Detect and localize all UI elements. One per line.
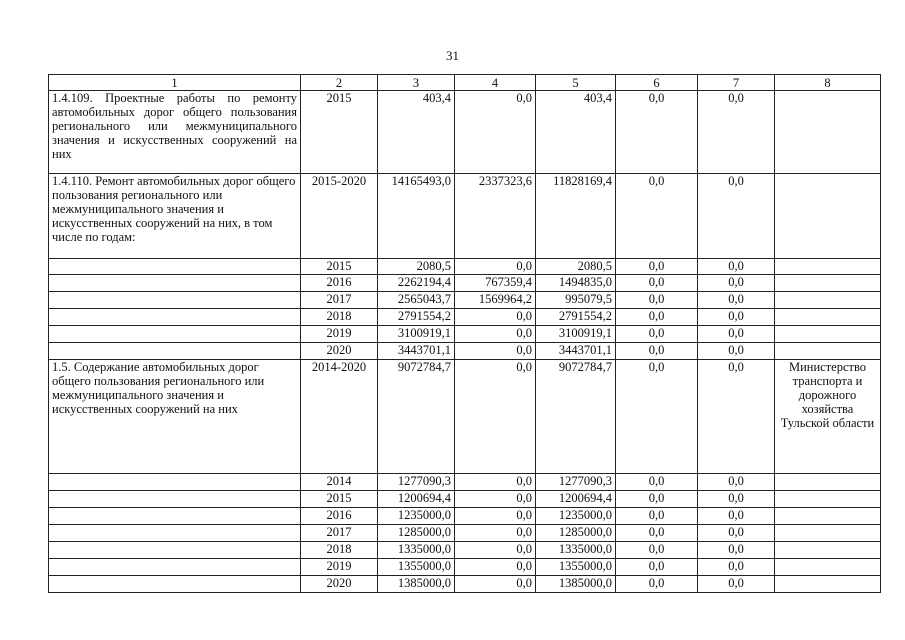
table-cell-col6: 0,0 [616, 474, 698, 491]
table-cell-col7: 0,0 [698, 559, 775, 576]
table-cell-col6: 0,0 [616, 343, 698, 360]
table-row [49, 559, 881, 576]
table-cell-col2: 2019 [301, 326, 378, 343]
table-cell-col2: 2014 [301, 474, 378, 491]
table-cell-col5: 1285000,0 [536, 525, 616, 542]
table-cell-col4: 0,0 [455, 343, 536, 360]
table-cell-col7: 0,0 [698, 275, 775, 292]
table-cell-col6: 0,0 [616, 508, 698, 525]
table-cell-col5: 1335000,0 [536, 542, 616, 559]
table-cell-col6: 0,0 [616, 292, 698, 309]
table-cell-col6: 0,0 [616, 174, 698, 259]
table-cell-col3: 2565043,7 [378, 292, 455, 309]
table-cell-col1 [49, 474, 301, 491]
table-row [49, 491, 881, 508]
table-cell-col7: 0,0 [698, 542, 775, 559]
table-cell-col6: 0,0 [616, 576, 698, 593]
table-cell-col2: 2015 [301, 91, 378, 174]
table-cell-col6: 0,0 [616, 275, 698, 292]
table-cell-col4: 0,0 [455, 576, 536, 593]
table-cell-col1 [49, 309, 301, 326]
column-header: 1 [49, 75, 301, 91]
page-number: 31 [446, 48, 459, 63]
table-cell-col1 [49, 292, 301, 309]
table-cell-col6: 0,0 [616, 559, 698, 576]
table-cell-col1 [49, 559, 301, 576]
table-cell-col3: 1385000,0 [378, 576, 455, 593]
table-cell-col7: 0,0 [698, 576, 775, 593]
table-cell-col7: 0,0 [698, 491, 775, 508]
table-cell-col1: 1.4.109. Проектные работы по ремонту автомобильных дорог общего пользования регионального или межмуниципального значения и искусственных сооружений на них [49, 91, 301, 174]
table-row [49, 542, 881, 559]
table-cell-col4: 0,0 [455, 491, 536, 508]
table-cell-col5: 2080,5 [536, 259, 616, 275]
table-cell-col6: 0,0 [616, 326, 698, 343]
table-cell-col4: 0,0 [455, 91, 536, 174]
table-cell-col6: 0,0 [616, 309, 698, 326]
table-cell-col1 [49, 542, 301, 559]
table-cell-col5: 1385000,0 [536, 576, 616, 593]
table-cell-col8: Министерство транспорта и дорожного хозяйства Тульской области [775, 360, 881, 474]
table-cell-col8 [775, 174, 881, 259]
table-cell-col3: 9072784,7 [378, 360, 455, 474]
table-row [49, 525, 881, 542]
table-cell-col4: 0,0 [455, 309, 536, 326]
table-cell-col1 [49, 508, 301, 525]
table-cell-col5: 995079,5 [536, 292, 616, 309]
table-cell-col4: 0,0 [455, 542, 536, 559]
table-cell-col3: 1355000,0 [378, 559, 455, 576]
table-cell-col5: 1277090,3 [536, 474, 616, 491]
table-cell-col3: 1200694,4 [378, 491, 455, 508]
table-cell-col8 [775, 474, 881, 491]
table-cell-col1: 1.4.110. Ремонт автомобильных дорог общего пользования регионального или межмуниципального значения и искусственных сооружений на них, в том числе по годам: [49, 174, 301, 259]
table-cell-col4: 0,0 [455, 508, 536, 525]
table-cell-col3: 2080,5 [378, 259, 455, 275]
table-cell-col3: 1285000,0 [378, 525, 455, 542]
table-cell-col7: 0,0 [698, 360, 775, 474]
table-row [49, 275, 881, 292]
table-cell-col2: 2015 [301, 259, 378, 275]
table-cell-col7: 0,0 [698, 525, 775, 542]
table-cell-col3: 14165493,0 [378, 174, 455, 259]
table-row [49, 360, 881, 474]
table-cell-col5: 1355000,0 [536, 559, 616, 576]
table-cell-col8 [775, 292, 881, 309]
table-cell-col1 [49, 525, 301, 542]
table-cell-col2: 2018 [301, 309, 378, 326]
table-cell-col2: 2018 [301, 542, 378, 559]
table-cell-col5: 1200694,4 [536, 491, 616, 508]
table-cell-col8 [775, 559, 881, 576]
table-cell-col7: 0,0 [698, 474, 775, 491]
table-cell-col1 [49, 343, 301, 360]
table-cell-col7: 0,0 [698, 91, 775, 174]
table-cell-col2: 2020 [301, 576, 378, 593]
table-cell-col1 [49, 576, 301, 593]
table-cell-col7: 0,0 [698, 292, 775, 309]
table-row [49, 576, 881, 593]
table-cell-col4: 0,0 [455, 259, 536, 275]
table-cell-col5: 11828169,4 [536, 174, 616, 259]
table-cell-col4: 1569964,2 [455, 292, 536, 309]
table-cell-col8 [775, 542, 881, 559]
column-header: 8 [775, 75, 881, 91]
table-cell-col8 [775, 525, 881, 542]
table-cell-col3: 3443701,1 [378, 343, 455, 360]
table-cell-col7: 0,0 [698, 326, 775, 343]
table-cell-col8 [775, 576, 881, 593]
table-cell-col5: 9072784,7 [536, 360, 616, 474]
table-row [49, 174, 881, 259]
table-cell-col2: 2016 [301, 275, 378, 292]
budget-table [48, 74, 881, 593]
table-cell-col3: 1235000,0 [378, 508, 455, 525]
table-cell-col7: 0,0 [698, 259, 775, 275]
table-cell-col2: 2015-2020 [301, 174, 378, 259]
table-cell-col1: 1.5. Содержание автомобильных дорог общего пользования регионального или межмуниципального значения и искусственных сооружений на них [49, 360, 301, 474]
table-cell-col8 [775, 259, 881, 275]
table-cell-col2: 2014-2020 [301, 360, 378, 474]
table-row [49, 259, 881, 275]
table-cell-col7: 0,0 [698, 309, 775, 326]
table-cell-col4: 0,0 [455, 360, 536, 474]
table-cell-col2: 2017 [301, 292, 378, 309]
column-header: 5 [536, 75, 616, 91]
table-cell-col2: 2019 [301, 559, 378, 576]
column-header: 3 [378, 75, 455, 91]
table-cell-col4: 767359,4 [455, 275, 536, 292]
table-cell-col6: 0,0 [616, 259, 698, 275]
table-cell-col5: 1235000,0 [536, 508, 616, 525]
table-cell-col3: 2791554,2 [378, 309, 455, 326]
table-cell-col3: 403,4 [378, 91, 455, 174]
table-cell-col3: 1335000,0 [378, 542, 455, 559]
table-cell-col8 [775, 309, 881, 326]
table-cell-col5: 403,4 [536, 91, 616, 174]
table-cell-col1 [49, 275, 301, 292]
table-cell-col5: 1494835,0 [536, 275, 616, 292]
table-row [49, 91, 881, 174]
table-cell-col8 [775, 275, 881, 292]
table-cell-col4: 0,0 [455, 326, 536, 343]
table-cell-col6: 0,0 [616, 491, 698, 508]
table-row [49, 326, 881, 343]
table-cell-col3: 3100919,1 [378, 326, 455, 343]
table-header-row [49, 75, 881, 91]
table-cell-col2: 2020 [301, 343, 378, 360]
table-cell-col8 [775, 91, 881, 174]
table-cell-col7: 0,0 [698, 508, 775, 525]
table-row [49, 292, 881, 309]
column-header: 6 [616, 75, 698, 91]
table-cell-col4: 0,0 [455, 525, 536, 542]
column-header: 7 [698, 75, 775, 91]
table-row [49, 343, 881, 360]
table-cell-col7: 0,0 [698, 343, 775, 360]
table-cell-col5: 3443701,1 [536, 343, 616, 360]
table-cell-col8 [775, 343, 881, 360]
table-cell-col3: 2262194,4 [378, 275, 455, 292]
table-cell-col6: 0,0 [616, 360, 698, 474]
table-cell-col1 [49, 491, 301, 508]
table-cell-col8 [775, 326, 881, 343]
table-cell-col1 [49, 326, 301, 343]
table-cell-col2: 2015 [301, 491, 378, 508]
column-header: 2 [301, 75, 378, 91]
table-cell-col7: 0,0 [698, 174, 775, 259]
table-cell-col6: 0,0 [616, 542, 698, 559]
table-cell-col4: 0,0 [455, 474, 536, 491]
table-cell-col5: 3100919,1 [536, 326, 616, 343]
table-cell-col6: 0,0 [616, 525, 698, 542]
table-cell-col8 [775, 508, 881, 525]
table-cell-col4: 2337323,6 [455, 174, 536, 259]
table-row [49, 474, 881, 491]
table-cell-col2: 2017 [301, 525, 378, 542]
table-cell-col1 [49, 259, 301, 275]
table-row [49, 508, 881, 525]
table-cell-col6: 0,0 [616, 91, 698, 174]
table-row [49, 309, 881, 326]
table-cell-col4: 0,0 [455, 559, 536, 576]
table-cell-col8 [775, 491, 881, 508]
column-header: 4 [455, 75, 536, 91]
table-cell-col2: 2016 [301, 508, 378, 525]
table-cell-col3: 1277090,3 [378, 474, 455, 491]
table-cell-col5: 2791554,2 [536, 309, 616, 326]
